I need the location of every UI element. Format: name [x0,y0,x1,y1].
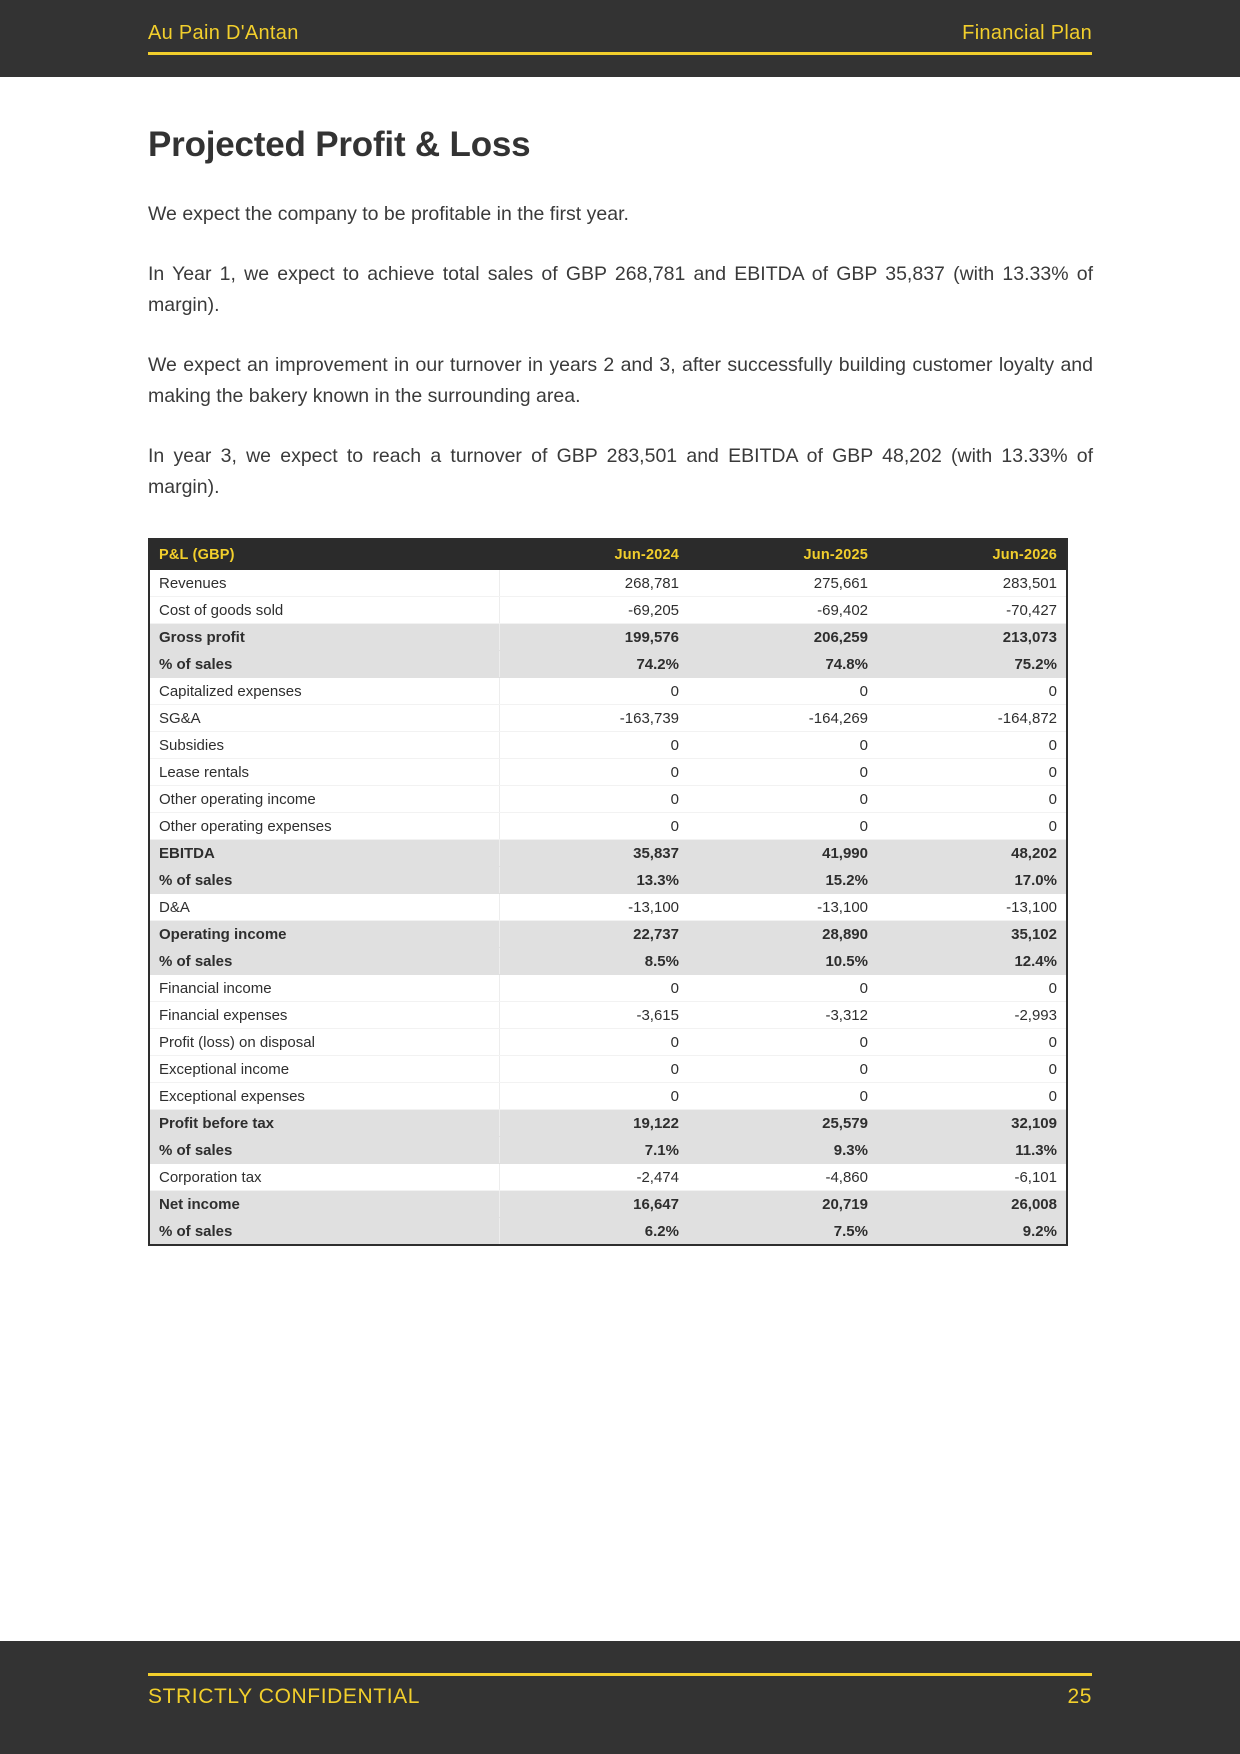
table-cell-value: 9.2% [877,1218,1066,1245]
table-row [150,786,1066,813]
table-cell-value: 0 [688,678,877,705]
table-cell-value: -13,100 [688,894,877,921]
table-row [150,1002,1066,1029]
table-cell-value: 0 [688,975,877,1002]
table-cell-value: 0 [499,975,688,1002]
page-footer [148,1673,1092,1709]
table-cell-label: D&A [150,894,499,921]
table-cell-value: 32,109 [877,1110,1066,1137]
table-cell-label: Capitalized expenses [150,678,499,705]
table-cell-label: % of sales [150,948,499,975]
table-row [150,732,1066,759]
table-cell-value: -164,269 [688,705,877,732]
table-header-row [150,540,1066,570]
table-cell-value: 10.5% [688,948,877,975]
table-header-jun-2025: Jun-2025 [688,540,877,570]
table-cell-label: Other operating expenses [150,813,499,840]
profit-loss-table [150,540,1066,1244]
table-row [150,1164,1066,1191]
paragraph-year3: In year 3, we expect to reach a turnover of GBP 283,501 and EBITDA of GBP 48,202 (with 13.33% of margin). [148,444,1093,499]
table-cell-label: Subsidies [150,732,499,759]
table-header-label: P&L (GBP) [150,540,499,570]
table-cell-value: 28,890 [688,921,877,948]
table-cell-value: 0 [877,759,1066,786]
table-cell-value: 0 [499,786,688,813]
paragraph-intro: We expect the company to be profitable in the first year. [148,203,629,225]
table-row [150,1137,1066,1164]
table-cell-value: 213,073 [877,624,1066,651]
header-company-name: Au Pain D'Antan [148,22,299,44]
table-cell-value: 22,737 [499,921,688,948]
table-cell-value: 0 [499,1083,688,1110]
table-cell-value: 0 [688,813,877,840]
table-cell-value: 74.8% [688,651,877,678]
table-cell-value: -3,312 [688,1002,877,1029]
table-cell-label: Profit before tax [150,1110,499,1137]
table-cell-value: -13,100 [877,894,1066,921]
table-cell-value: 0 [688,1029,877,1056]
table-cell-value: 26,008 [877,1191,1066,1218]
table-cell-value: -2,474 [499,1164,688,1191]
table-cell-label: Financial income [150,975,499,1002]
table-cell-value: 0 [688,786,877,813]
table-cell-value: 0 [877,1056,1066,1083]
table-cell-value: 275,661 [688,570,877,597]
table-cell-value: 0 [499,759,688,786]
table-cell-value: 48,202 [877,840,1066,867]
table-cell-value: 0 [877,975,1066,1002]
table-cell-value: 19,122 [499,1110,688,1137]
table-cell-value: 41,990 [688,840,877,867]
table-cell-value: 17.0% [877,867,1066,894]
table-cell-value: 0 [499,1029,688,1056]
table-cell-value: 20,719 [688,1191,877,1218]
table-row [150,1056,1066,1083]
table-row [150,1083,1066,1110]
profit-loss-table-container [148,538,1068,1246]
table-cell-label: Other operating income [150,786,499,813]
table-cell-value: 11.3% [877,1137,1066,1164]
table-cell-value: -3,615 [499,1002,688,1029]
table-cell-value: 8.5% [499,948,688,975]
table-cell-value: 0 [499,678,688,705]
table-row [150,840,1066,867]
table-cell-value: 206,259 [688,624,877,651]
table-cell-value: 0 [877,786,1066,813]
table-cell-label: % of sales [150,1218,499,1245]
table-row [150,570,1066,597]
table-cell-value: 13.3% [499,867,688,894]
table-row [150,651,1066,678]
table-cell-value: 0 [688,1083,877,1110]
table-row [150,1191,1066,1218]
table-cell-value: -70,427 [877,597,1066,624]
table-cell-label: Revenues [150,570,499,597]
table-cell-value: 0 [877,678,1066,705]
table-cell-value: 0 [877,1083,1066,1110]
table-cell-value: 9.3% [688,1137,877,1164]
table-cell-value: -2,993 [877,1002,1066,1029]
table-cell-label: Lease rentals [150,759,499,786]
table-cell-label: % of sales [150,867,499,894]
table-cell-label: SG&A [150,705,499,732]
table-cell-value: 0 [688,759,877,786]
table-body [150,570,1066,1244]
table-cell-value: 0 [499,1056,688,1083]
table-row [150,678,1066,705]
table-cell-value: 25,579 [688,1110,877,1137]
table-cell-value: -6,101 [877,1164,1066,1191]
page-footer-band [0,1641,1240,1754]
paragraph-year1: In Year 1, we expect to achieve total sales of GBP 268,781 and EBITDA of GBP 35,837 (with 13.33% of margin). [148,262,1093,317]
table-cell-value: 6.2% [499,1218,688,1245]
footer-page-number: 25 [1067,1685,1092,1708]
table-cell-value: 0 [688,1056,877,1083]
table-cell-label: % of sales [150,651,499,678]
table-cell-value: 12.4% [877,948,1066,975]
table-cell-label: Corporation tax [150,1164,499,1191]
table-row [150,1029,1066,1056]
table-cell-value: 15.2% [688,867,877,894]
table-cell-value: -13,100 [499,894,688,921]
table-row [150,867,1066,894]
table-row [150,948,1066,975]
table-row [150,813,1066,840]
table-cell-label: Exceptional expenses [150,1083,499,1110]
table-cell-value: -69,205 [499,597,688,624]
table-cell-value: 75.2% [877,651,1066,678]
table-cell-value: 0 [877,1029,1066,1056]
table-cell-value: 35,102 [877,921,1066,948]
table-row [150,1218,1066,1245]
header-document-title: Financial Plan [962,22,1092,44]
page-header-band [0,0,1240,77]
table-row [150,894,1066,921]
table-cell-label: Exceptional income [150,1056,499,1083]
table-header-jun-2026: Jun-2026 [877,540,1066,570]
table-cell-value: 268,781 [499,570,688,597]
table-row [150,624,1066,651]
table-cell-label: % of sales [150,1137,499,1164]
table-cell-label: Operating income [150,921,499,948]
table-cell-value: 283,501 [877,570,1066,597]
table-row [150,975,1066,1002]
page-content [148,77,1093,1246]
table-row [150,705,1066,732]
table-cell-value: -69,402 [688,597,877,624]
table-header-jun-2024: Jun-2024 [499,540,688,570]
table-cell-value: 74.2% [499,651,688,678]
table-cell-value: 0 [877,813,1066,840]
table-header [150,540,1066,570]
table-cell-label: Profit (loss) on disposal [150,1029,499,1056]
table-row [150,597,1066,624]
table-cell-value: 0 [499,813,688,840]
table-cell-value: 0 [688,732,877,759]
footer-confidentiality-notice: STRICTLY CONFIDENTIAL [148,1685,421,1708]
table-cell-label: Cost of goods sold [150,597,499,624]
table-cell-label: Gross profit [150,624,499,651]
table-cell-value: 35,837 [499,840,688,867]
paragraph-growth: We expect an improvement in our turnover in years 2 and 3, after successfully building customer loyalty and making the bakery known in the surrounding area. [148,353,1093,408]
table-cell-label: Net income [150,1191,499,1218]
table-row [150,1110,1066,1137]
table-cell-value: 16,647 [499,1191,688,1218]
page-title: Projected Profit & Loss [148,125,531,164]
table-cell-value: 7.5% [688,1218,877,1245]
table-cell-value: -4,860 [688,1164,877,1191]
table-cell-label: Financial expenses [150,1002,499,1029]
table-row [150,921,1066,948]
table-cell-value: -163,739 [499,705,688,732]
table-cell-label: EBITDA [150,840,499,867]
table-cell-value: 0 [877,732,1066,759]
table-cell-value: -164,872 [877,705,1066,732]
table-cell-value: 199,576 [499,624,688,651]
table-row [150,759,1066,786]
table-cell-value: 7.1% [499,1137,688,1164]
table-cell-value: 0 [499,732,688,759]
page-header [148,22,1092,55]
